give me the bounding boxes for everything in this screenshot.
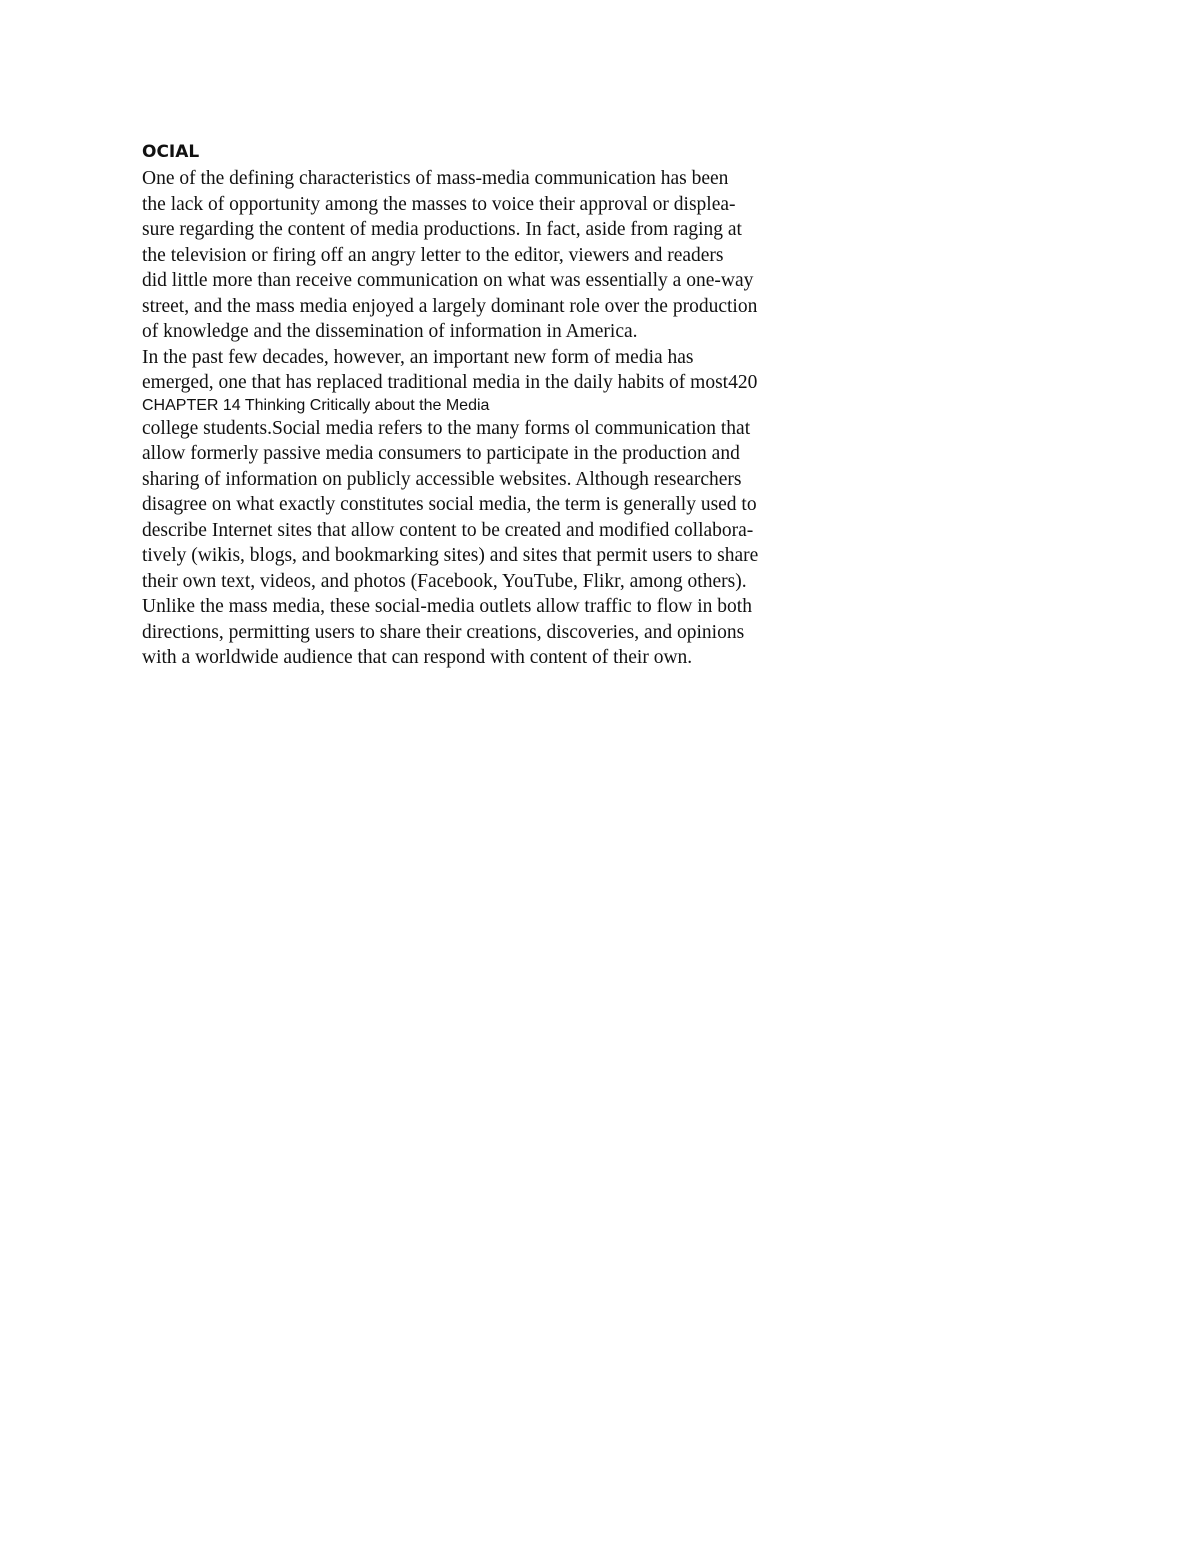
text-line: directions, permitting users to share their creations, discoveries, and opinions [142,621,745,643]
text-line: the lack of opportunity among the masses to voice their approval or displea- [142,193,736,215]
text-line: the television or firing off an angry letter to the editor, viewers and readers [142,244,724,266]
text-line: allow formerly passive media consumers to participate in the production and [142,443,740,464]
text-line: did little more than receive communication on what was essentially a one-way [142,270,754,291]
paragraph-2 [142,345,842,396]
text-line: Unlike the mass media, these social-media outlets allow traffic to flow in both [142,596,752,617]
text-line: emerged, one that has replaced traditional media in the daily habits of most420 [142,372,758,393]
text-line: One of the defining characteristics of mass-media communication has been [142,168,729,189]
text-line: of knowledge and the dissemination of information in America. [142,321,638,342]
text-line: sharing of information on publicly accessible websites. Although researchers [142,468,742,490]
paragraph-1 [142,166,842,345]
text-line: street, and the mass media enjoyed a largely dominant role over the production [142,295,758,317]
paragraph-4 [142,594,842,671]
paragraph-3 [142,416,842,595]
running-head: CHAPTER 14 Thinking Critically about the Media [142,396,490,414]
text-line: In the past few decades, however, an important new form of media has [142,346,694,368]
text-line: disagree on what exactly constitutes social media, the term is generally used to [142,494,757,515]
text-line: describe Internet sites that allow content to be created and modified collabora- [142,519,754,541]
text-line: their own text, videos, and photos (Facebook, YouTube, Flikr, among others). [142,570,747,592]
document-body [142,140,842,671]
text-line: college students.Social media refers to the many forms ol communication that [142,417,751,439]
text-line: tively (wikis, blogs, and bookmarking sites) and sites that permit users to share [142,545,759,566]
section-heading: OCIAL [142,142,200,162]
text-line: sure regarding the content of media productions. In fact, aside from raging at [142,219,742,240]
text-line: with a worldwide audience that can respond with content of their own. [142,647,693,668]
